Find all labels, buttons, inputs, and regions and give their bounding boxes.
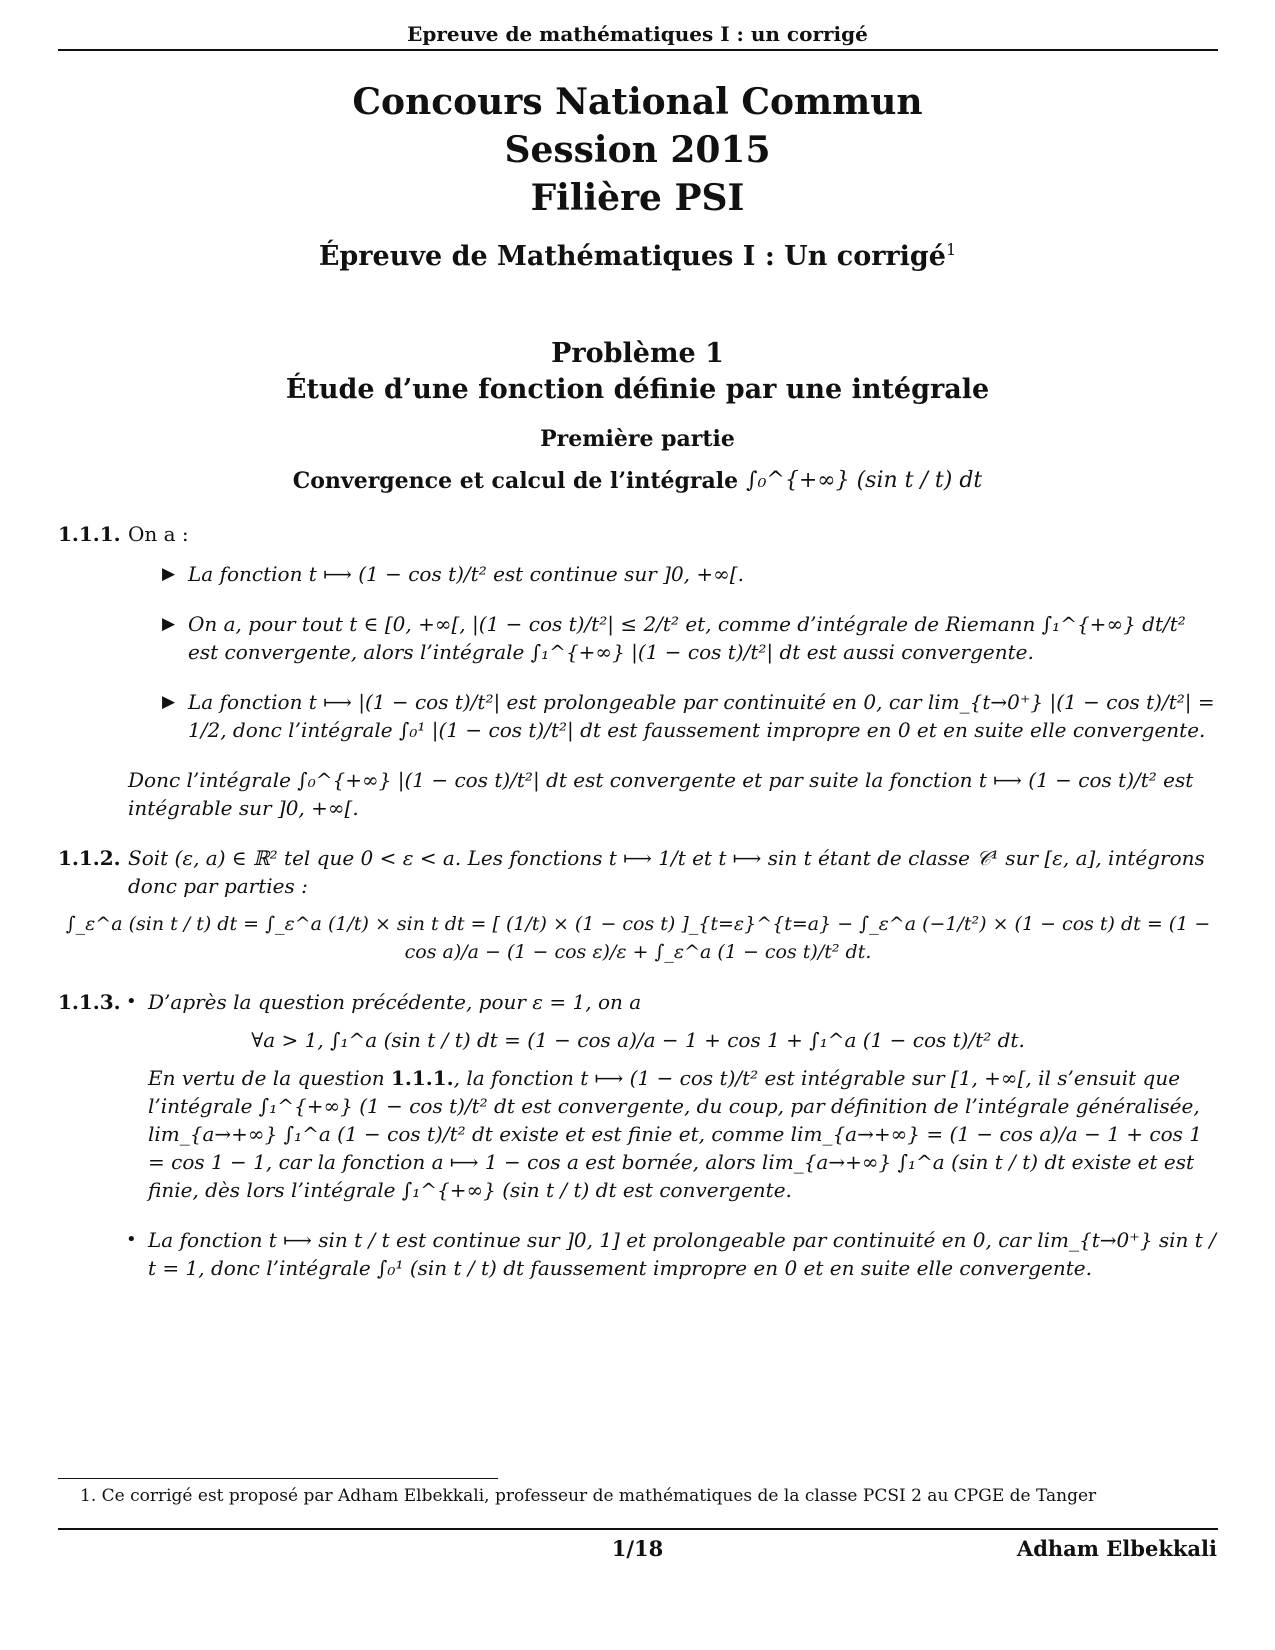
title-line-4 — [0, 230, 1275, 277]
problem-subtitle: Étude d’une fonction définie par une intégrale — [285, 374, 990, 405]
triangle-bullet-icon: ▶ — [162, 692, 176, 712]
title-line-1: Concours National Commun — [352, 81, 923, 123]
item-text: La fonction t ⟼ (1 − cos t)/t² est continue sur ]0, +∞[. — [188, 562, 744, 586]
title-line-2: Session 2015 — [504, 129, 771, 171]
question-number: 1.1.3. — [58, 990, 121, 1014]
bullet-icon: • — [126, 1229, 137, 1250]
problem-title: Problème 1 — [551, 338, 724, 369]
triangle-bullet-icon: ▶ — [162, 614, 176, 634]
question-1-1-1 — [58, 520, 1218, 822]
page-number: 1/18 — [611, 1536, 664, 1561]
question-text: Soit (ε, a) ∈ ℝ² tel que 0 < ε < a. Les fonctions t ⟼ 1/t et t ⟼ sin t étant de classe 𝒞¹ sur [ε, a], intégrons donc par parties : — [128, 846, 1205, 898]
running-title: Epreuve de mathématiques I : un corrigé — [407, 22, 868, 46]
display-equation: ∀a > 1, ∫₁^a (sin t / t) dt = (1 − cos a)/a − 1 + cos 1 + ∫₁^a (1 − cos t)/t² dt. — [251, 1028, 1025, 1052]
document-body — [58, 520, 1218, 1282]
item-text: On a, pour tout t ∈ [0, +∞[, |(1 − cos t)/t²| ≤ 2/t² et, comme d’intégrale de Riemann ∫₁^{+∞} dt/t² est convergente, alors l’intégrale ∫₁^{+∞} |(1 − cos t)/t²| dt est aussi convergente. — [188, 612, 1186, 664]
question-number: 1.1.2. — [58, 846, 121, 870]
question-1-1-3 — [58, 988, 1218, 1282]
question-lead: On a : — [128, 522, 189, 546]
item-text: La fonction t ⟼ |(1 − cos t)/t²| est prolongeable par continuité en 0, car lim_{t→0⁺} |(1 − cos t)/t²| = 1/2, donc l’intégrale ∫₀¹ |(1 − cos t)/t²| dt est faussement impropre en 0 et en suite elle convergente. — [188, 690, 1215, 742]
question-reference: 1.1.1. — [390, 1066, 454, 1090]
footer-rule — [58, 1528, 1218, 1530]
list-item — [126, 1226, 1218, 1282]
part-label: Première partie — [540, 426, 735, 452]
triangle-bullet-icon: ▶ — [162, 564, 176, 584]
paragraph-prefix: En vertu de la question — [148, 1066, 391, 1090]
list-item — [162, 610, 1218, 666]
question-1-1-2 — [58, 844, 1218, 966]
display-equation: ∫_ε^a (sin t / t) dt = ∫_ε^a (1/t) × sin t dt = [ (1/t) × (1 − cos t) ]_{t=ε}^{t=a} − ∫_ε^a (−1/t²) × (1 − cos t) dt = (1 − cos a)/a − (1 − cos ε)/ε + ∫_ε^a (1 − cos t)/t² dt. — [65, 913, 1211, 963]
title-line-3: Filière PSI — [530, 177, 745, 219]
problem-heading — [0, 336, 1275, 496]
list-item — [162, 560, 1218, 588]
list-item — [126, 988, 1218, 1016]
bullet-icon: • — [126, 991, 137, 1012]
part-title: Convergence et calcul de l’intégrale — [292, 468, 739, 494]
question-conclusion: Donc l’intégrale ∫₀^{+∞} |(1 − cos t)/t²| dt est convergente et par suite la fonction t ⟼ (1 − cos t)/t² est intégrable sur ]0, +∞[. — [128, 768, 1194, 820]
list-item — [162, 688, 1218, 744]
footnote-mark: 1 — [945, 240, 957, 259]
header-rule — [58, 49, 1218, 51]
paragraph-text: , la fonction t ⟼ (1 − cos t)/t² est intégrable sur [1, +∞[, il s’ensuit que l’intégrale ∫₁^{+∞} (1 − cos t)/t² dt est convergente, du coup, par définition de l’intégrale généralisée, lim_{a→+∞} ∫₁^a (1 − cos t)/t² dt existe et est finie et, comme lim_{a→+∞} = (1 − cos a)/a − 1 + cos 1 = cos 1 − 1, car la fonction a ⟼ 1 − cos a est bornée, alors lim_{a→+∞} ∫₁^a (sin t / t) dt existe et est finie, dès lors l’intégrale ∫₁^{+∞} (sin t / t) dt est convergente. — [148, 1066, 1202, 1202]
author-name: Adham Elbekkali — [1016, 1536, 1217, 1561]
question-number: 1.1.1. — [58, 522, 121, 546]
title-block — [0, 78, 1275, 277]
footnote-rule — [58, 1478, 498, 1479]
footnote: 1. Ce corrigé est proposé par Adham Elbekkali, professeur de mathématiques de la classe PCSI 2 au CPGE de Tanger — [80, 1486, 1097, 1506]
item-text: D’après la question précédente, pour ε = 1, on a — [148, 990, 642, 1014]
part-formula: ∫₀^{+∞} (sin t / t) dt — [746, 468, 983, 493]
exam-subtitle: Épreuve de Mathématiques I : Un corrigé — [318, 241, 946, 272]
item-text: La fonction t ⟼ sin t / t est continue sur ]0, 1] et prolongeable par continuité en 0, car lim_{t→0⁺} sin t / t = 1, donc l’intégrale ∫₀¹ (sin t / t) dt faussement impropre en 0 et en suite elle convergente. — [148, 1228, 1216, 1280]
paragraph — [148, 1064, 1218, 1204]
part-title-line — [0, 466, 1275, 496]
